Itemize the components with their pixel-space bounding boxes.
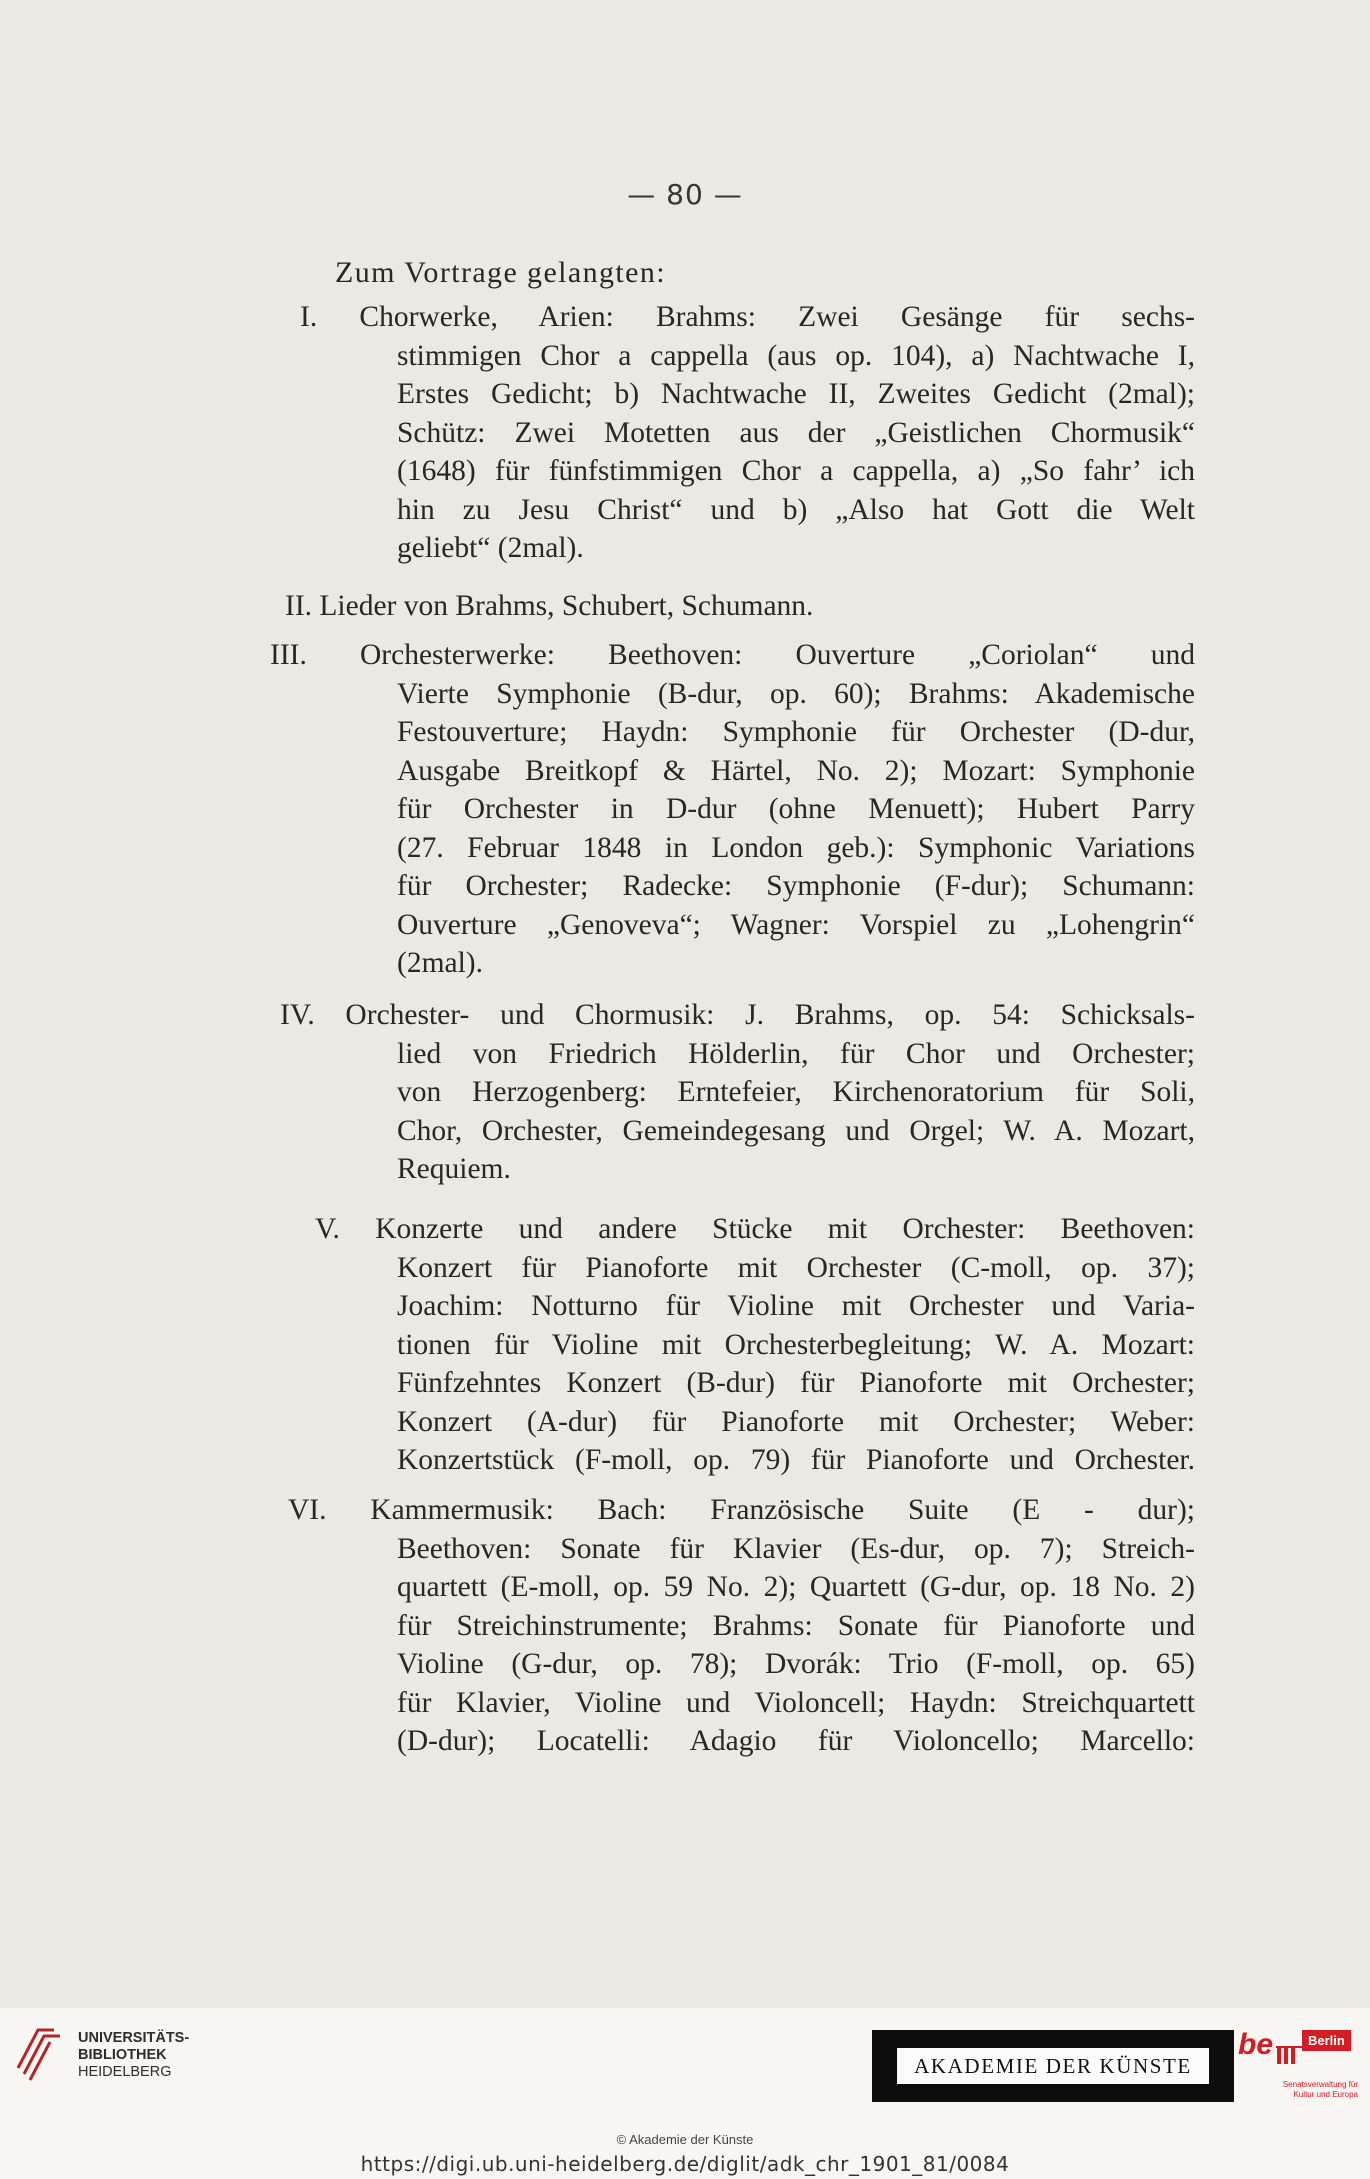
library-line: HEIDELBERG: [78, 2064, 172, 2080]
text-line: stimmigen Chor a cappella (aus op. 104), a) Nachtwache I,: [397, 339, 1195, 372]
text-line: Joachim: Notturno für Violine mit Orchester und Varia-: [397, 1290, 1195, 1322]
text-line: VI. Kammermusik: Bach: Französische Suite (E - dur);: [288, 1494, 1195, 1526]
text-line: Erstes Gedicht; b) Nachtwache II, Zweites Gedicht (2mal);: [397, 378, 1195, 410]
text-line: für Orchester; Radecke: Symphonie (F-dur); Schumann:: [397, 870, 1195, 902]
library-line: UNIVERSITÄTS-: [78, 2030, 190, 2046]
viewer-footer: [0, 2008, 1370, 2179]
page-number: — 80 —: [627, 178, 743, 211]
text-line: Konzert für Pianoforte mit Orchester (C-moll, op. 37);: [397, 1251, 1195, 1284]
text-line: geliebt“ (2mal).: [397, 532, 584, 564]
berlin-bars-icon: [1276, 2046, 1302, 2066]
text-line: Konzert (A-dur) für Pianoforte mit Orchester; Weber:: [397, 1405, 1195, 1438]
text-line: V. Konzerte und andere Stücke mit Orchester: Beethoven:: [315, 1213, 1195, 1245]
section-6: [288, 1491, 1195, 1761]
text-line: Ausgabe Breitkopf & Härtel, No. 2); Mozart: Symphonie: [397, 754, 1195, 787]
text-line: (D-dur); Locatelli: Adagio für Violoncello; Marcello:: [397, 1725, 1195, 1757]
text-line: quartett (E-moll, op. 59 No. 2); Quartett (G-dur, op. 18 No. 2): [397, 1571, 1195, 1603]
text-line: Schütz: Zwei Motetten aus der „Geistlichen Chormusik“: [397, 416, 1195, 449]
section-5: [300, 1210, 1195, 1480]
text-line: Beethoven: Sonate für Klavier (Es-dur, op. 7); Streich-: [397, 1532, 1195, 1565]
text-line: hin zu Jesu Christ“ und b) „Also hat Gott die Welt: [397, 493, 1195, 526]
berlin-logo-subtitle: Senatsverwaltung für Kultur und Europa: [1282, 2080, 1358, 2099]
berlin-logo-word[interactable]: be: [1238, 2028, 1274, 2061]
text-line: für Orchester in D-dur (ohne Menuett); Hubert Parry: [397, 793, 1195, 825]
text-line: von Herzogenberg: Erntefeier, Kirchenoratorium für Soli,: [397, 1076, 1195, 1108]
text-line: Ouverture „Genoveva“; Wagner: Vorspiel zu „Lohengrin“: [397, 908, 1195, 941]
university-library-name[interactable]: [78, 2030, 189, 2081]
document-url-link[interactable]: https://digi.ub.uni-heidelberg.de/diglit/adk_chr_1901_81/0084: [360, 2152, 1010, 2176]
akademie-logo-text: AKADEMIE DER KÜNSTE: [897, 2048, 1209, 2084]
text-line: tionen für Violine mit Orchesterbegleitung; W. A. Mozart:: [397, 1328, 1195, 1361]
text-line: lied von Friedrich Hölderlin, für Chor und Orchester;: [397, 1037, 1195, 1070]
text-line: Chor, Orchester, Gemeindegesang und Orgel; W. A. Mozart,: [397, 1114, 1195, 1147]
text-line: für Klavier, Violine und Violoncell; Haydn: Streichquartett: [397, 1686, 1195, 1719]
text-line: (27. Februar 1848 in London geb.): Symphonic Variations: [397, 831, 1195, 864]
copyright-notice: © Akademie der Künste: [616, 2132, 754, 2147]
intro-line: Zum Vortrage gelangten:: [335, 256, 667, 289]
text-line: Violine (G-dur, op. 78); Dvorák: Trio (F-moll, op. 65): [397, 1648, 1195, 1680]
text-line: IV. Orchester- und Chormusik: J. Brahms, op. 54: Schicksals-: [280, 999, 1195, 1031]
text-line: I. Chorwerke, Arien: Brahms: Zwei Gesänge für sechs-: [300, 301, 1195, 333]
university-library-logo-icon: [14, 2022, 64, 2082]
section-2: [285, 587, 1195, 626]
section-4: [280, 996, 1195, 1189]
text-line: II. Lieder von Brahms, Schubert, Schumann.: [285, 590, 814, 622]
akademie-logo[interactable]: [872, 2030, 1234, 2102]
text-line: für Streichinstrumente; Brahms: Sonate für Pianoforte und: [397, 1609, 1195, 1642]
section-3: [270, 636, 1195, 983]
text-line: Requiem.: [397, 1153, 511, 1185]
text-line: (2mal).: [397, 947, 484, 979]
berlin-logo-tag: Berlin: [1302, 2030, 1351, 2051]
text-line: Fünfzehntes Konzert (B-dur) für Pianoforte mit Orchester;: [397, 1367, 1195, 1399]
text-line: Konzertstück (F-moll, op. 79) für Pianoforte und Orchester.: [397, 1444, 1195, 1476]
section-1: [300, 298, 1195, 568]
text-line: (1648) für fünfstimmigen Chor a cappella, a) „So fahr’ ich: [397, 455, 1195, 487]
library-line: BIBLIOTHEK: [78, 2047, 167, 2063]
text-line: Vierte Symphonie (B-dur, op. 60); Brahms: Akademische: [397, 677, 1195, 710]
text-line: Festouverture; Haydn: Symphonie für Orchester (D-dur,: [397, 716, 1195, 748]
text-line: III. Orchesterwerke: Beethoven: Ouverture „Coriolan“ und: [270, 639, 1195, 671]
